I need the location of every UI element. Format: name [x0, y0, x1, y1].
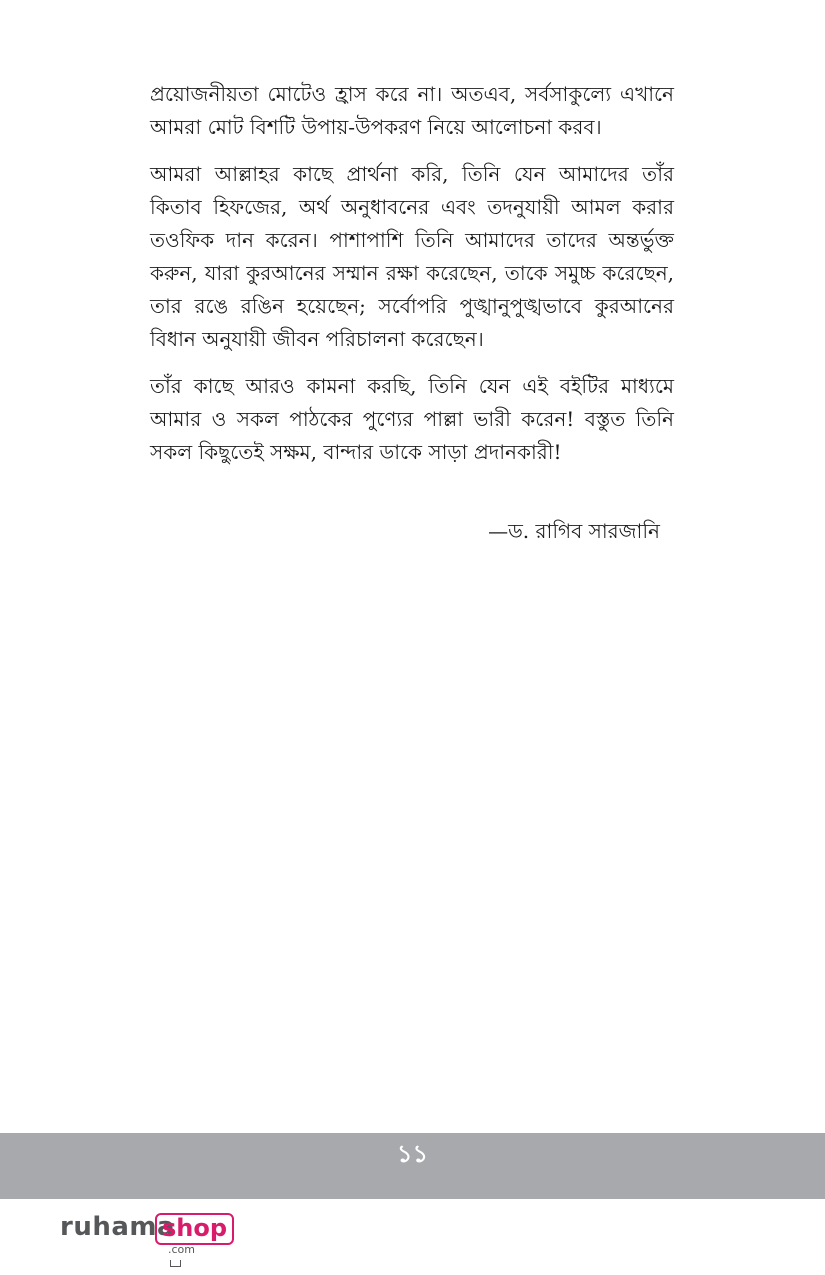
logo-domain-text: .com	[168, 1243, 195, 1256]
page-number: ১১	[396, 1139, 429, 1168]
logo-domain	[168, 1243, 195, 1269]
logo-brand-right: shop	[155, 1213, 234, 1245]
page-body	[150, 78, 674, 483]
author-signature: —ড. রাগিব সারজানি	[488, 519, 660, 543]
footer-band	[0, 1133, 825, 1199]
paragraph-3: তাঁর কাছে আরও কামনা করছি, তিনি যেন এই বইটির মাধ্যমে আমার ও সকল পাঠকের পুণ্যের পাল্লা ভারী করেন! বস্তুত তিনি সকল কিছুতেই সক্ষম, বান্দার ডাকে সাড়া প্রদানকারী!	[150, 374, 674, 464]
paragraph-1: প্রয়োজনীয়তা মোটেও হ্রাস করে না। অতএব, সর্বসাকুল্যে এখানে আমরা মোট বিশটি উপায়-উপকরণ নিয়ে আলোচনা করব।	[150, 82, 674, 139]
paragraph-2: আমরা আল্লাহর কাছে প্রার্থনা করি, তিনি যেন আমাদের তাঁর কিতাব হিফজের, অর্থ অনুধাবনের এবং তদনুযায়ী আমল করার তওফিক দান করেন। পাশাপাশি তিনি আমাদের তাদের অন্তর্ভুক্ত করুন, যারা কুরআনের সম্মান রক্ষা করেছেন, তাকে সমুচ্চ করেছেন, তার রঙে রঙিন হয়েছেন; সর্বোপরি পুঙ্খানুপুঙ্খভাবে কুরআনের বিধান অনুযায়ী জীবন পরিচালনা করেছেন।	[150, 162, 674, 351]
cart-icon	[170, 1260, 181, 1267]
logo-brand-left: ruhama	[60, 1212, 176, 1242]
